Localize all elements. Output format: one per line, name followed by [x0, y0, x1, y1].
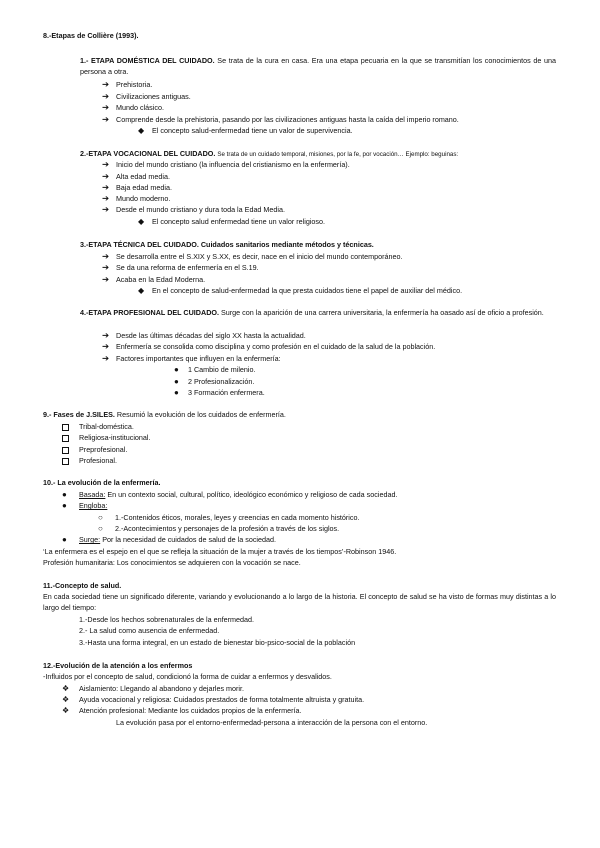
- bullet-icon: ●: [174, 388, 179, 397]
- checkbox-icon: [62, 444, 70, 455]
- four-diamond-icon: ❖: [62, 706, 70, 715]
- circle-bullet-icon: ○: [98, 524, 103, 533]
- section-11-text: En cada sociedad tiene un significado diferente, variando y evolucionando a lo largo de la historia. El concepto de salud se ha visto de formas muy distintas a lo largo del tiempo:: [43, 592, 556, 613]
- surge-text: Por la necesidad de cuidados de salud de la sociedad.: [102, 535, 277, 544]
- fase-item: Preprofesional.: [79, 445, 128, 454]
- diamond-icon: ◆: [138, 126, 145, 135]
- arrow-icon: ➔: [102, 79, 110, 89]
- etapa-4-item: Desde las últimas décadas del siglo XX hasta la actualidad.: [116, 331, 306, 340]
- arrow-icon: ➔: [102, 193, 110, 203]
- etapa-4-paragraph: [80, 307, 556, 318]
- etapa-4-item: Factores importantes que influyen en la enfermería:: [116, 354, 281, 363]
- etapa-4-item: Enfermería se consolida como disciplina y como profesión en el cuidado de la salud de la población.: [116, 342, 436, 351]
- etapa-1-item: Comprende desde la prehistoria, pasando por las civilizaciones antiguas hasta la caída del imperio romano.: [116, 115, 459, 124]
- etapa-1-heading: 1.- ETAPA DOMÉSTICA DEL CUIDADO.: [80, 56, 215, 65]
- etapa-4-text: Surge con la aparición de una carrera universitaria, la enfermería ha oasado así de oficio a profesión.: [220, 308, 544, 317]
- arrow-icon: ➔: [102, 159, 110, 169]
- salud-item: 1.-Desde los hechos sobrenaturales de la enfermedad.: [79, 615, 255, 624]
- etapa-2-subitem: El concepto salud enfermedad tiene un valor religioso.: [152, 217, 326, 226]
- arrow-icon: ➔: [102, 274, 110, 284]
- arrow-icon: ➔: [102, 91, 110, 101]
- basada-line: [79, 489, 397, 500]
- etapa-1-text: Se trata de la cura en casa. Era una etapa pecuaria en la que se transmitían los conocimientos de una persona a otra.: [80, 56, 557, 77]
- etapa-1-item: Mundo clásico.: [116, 103, 164, 112]
- etapa-3-heading: 3.-ETAPA TÉCNICA DEL CUIDADO. Cuidados sanitarios mediante métodos y técnicas.: [80, 240, 374, 249]
- etapa-3-subitem: En el concepto de salud-enfermedad la que presta cuidados tiene el papel de auxiliar del médico.: [152, 286, 463, 295]
- arrow-icon: ➔: [102, 171, 110, 181]
- bullet-icon: ●: [174, 377, 179, 386]
- etapa-1-subitem: El concepto salud-enfermedad tiene un valor de supervivencia.: [152, 126, 353, 135]
- section-12-title: 12.-Evolución de la atención a los enfermos: [43, 661, 193, 670]
- arrow-icon: ➔: [102, 114, 110, 124]
- robinson-quote: ‘La enfermera es el espejo en el que se refleja la situación de la mujer a través de los tiempos’-Robinson 1946.: [43, 547, 397, 556]
- etapa-3-item: Se da una reforma de enfermería en el S.19.: [116, 263, 259, 272]
- section-12-closing: La evolución pasa por el entorno-enfermedad-persona a interacción de la persona con el entorno.: [116, 718, 428, 727]
- section-12-intro: -Influidos por el concepto de salud, condicionó la forma de cuidar a enfermos y desvalidos.: [43, 672, 332, 681]
- section-9-text: Resumió la evolución de los cuidados de enfermería.: [116, 410, 286, 419]
- etapa-2-item: Inicio del mundo cristiano (la influencia del cristianismo en la enfermería).: [116, 160, 350, 169]
- checkbox-icon: [62, 455, 70, 466]
- engloba-label: Engloba:: [79, 501, 108, 510]
- arrow-icon: ➔: [102, 262, 110, 272]
- surge-line: [79, 534, 276, 545]
- etapa-2-item: Alta edad media.: [116, 172, 170, 181]
- arrow-icon: ➔: [102, 102, 110, 112]
- etapa-2-text: Se trata de un cuidado temporal, misiones, por la fe, por vocación… Ejemplo: beguinas:: [217, 151, 459, 158]
- salud-item: 2.- La salud como ausencia de enfermedad.: [79, 626, 220, 635]
- bullet-icon: ●: [62, 535, 67, 544]
- etapa-3-item: Acaba en la Edad Moderna.: [116, 275, 206, 284]
- diamond-icon: ◆: [138, 217, 145, 226]
- bullet-icon: ●: [174, 365, 179, 374]
- section-11-title: 11.-Concepto de salud.: [43, 581, 122, 590]
- arrow-icon: ➔: [102, 330, 110, 340]
- atencion-item: Aislamiento: Llegando al abandono y dejarles morir.: [79, 684, 245, 693]
- engloba-item: 2.-Acontecimientos y personajes de la profesión a través de los siglos.: [115, 524, 340, 533]
- atencion-item: Atención profesional: Mediante los cuidados propios de la enfermería.: [79, 706, 302, 715]
- arrow-icon: ➔: [102, 204, 110, 214]
- basada-text: En un contexto social, cultural, político, ideológico económico y religioso de cada sociedad.: [107, 490, 398, 499]
- circle-bullet-icon: ○: [98, 513, 103, 522]
- etapa-2-item: Mundo moderno.: [116, 194, 171, 203]
- etapa-3-item: Se desarrolla entre el S.XIX y S.XX, es decir, nace en el inicio del mundo contemporáneo.: [116, 252, 403, 261]
- arrow-icon: ➔: [102, 251, 110, 261]
- etapa-1-item: Prehistoria.: [116, 80, 153, 89]
- section-10-title: 10.- La evolución de la enfermería.: [43, 478, 161, 487]
- etapa-1-paragraph: [80, 55, 556, 78]
- checkbox-icon: [62, 432, 70, 443]
- bullet-icon: ●: [62, 501, 67, 510]
- etapa-4-subitem: 3 Formación enfermera.: [188, 388, 265, 397]
- arrow-icon: ➔: [102, 182, 110, 192]
- atencion-item: Ayuda vocacional y religiosa: Cuidados prestados de forma totalmente altruista y gratuita.: [79, 695, 365, 704]
- fase-item: Profesional.: [79, 456, 117, 465]
- etapa-2-item: Baja edad media.: [116, 183, 172, 192]
- arrow-icon: ➔: [102, 341, 110, 351]
- bullet-icon: ●: [62, 490, 67, 499]
- profesion-humanitaria: Profesión humanitaria: Los conocimientos se adquieren con la vocación se nace.: [43, 558, 301, 567]
- fase-item: Tribal-doméstica.: [79, 422, 134, 431]
- etapa-2-item: Desde el mundo cristiano y dura toda la Edad Media.: [116, 205, 286, 214]
- fase-item: Religiosa-institucional.: [79, 433, 151, 442]
- diamond-icon: ◆: [138, 286, 145, 295]
- etapa-4-subitem: 1 Cambio de milenio.: [188, 365, 256, 374]
- salud-item: 3.-Hasta una forma integral, en un estado de bienestar bio-psico-social de la población: [79, 638, 356, 647]
- engloba-item: 1.-Contenidos éticos, morales, leyes y creencias en cada momento histórico.: [115, 513, 360, 522]
- arrow-icon: ➔: [102, 353, 110, 363]
- etapa-2-heading: 2.-ETAPA VOCACIONAL DEL CUIDADO.: [80, 149, 216, 158]
- etapa-1-item: Civilizaciones antiguas.: [116, 92, 191, 101]
- checkbox-icon: [62, 421, 70, 432]
- four-diamond-icon: ❖: [62, 695, 70, 704]
- etapa-4-subitem: 2 Profesionalización.: [188, 377, 255, 386]
- surge-label: Surge:: [79, 535, 101, 544]
- four-diamond-icon: ❖: [62, 684, 70, 693]
- section-9-heading: 9.- Fases de J.SILES.: [43, 410, 115, 419]
- basada-label: Basada:: [79, 490, 106, 499]
- etapa-4-heading: 4.-ETAPA PROFESIONAL DEL CUIDADO.: [80, 308, 219, 317]
- section-8-title: 8.-Etapas de Collière (1993).: [43, 31, 139, 40]
- section-9-title: [43, 409, 286, 420]
